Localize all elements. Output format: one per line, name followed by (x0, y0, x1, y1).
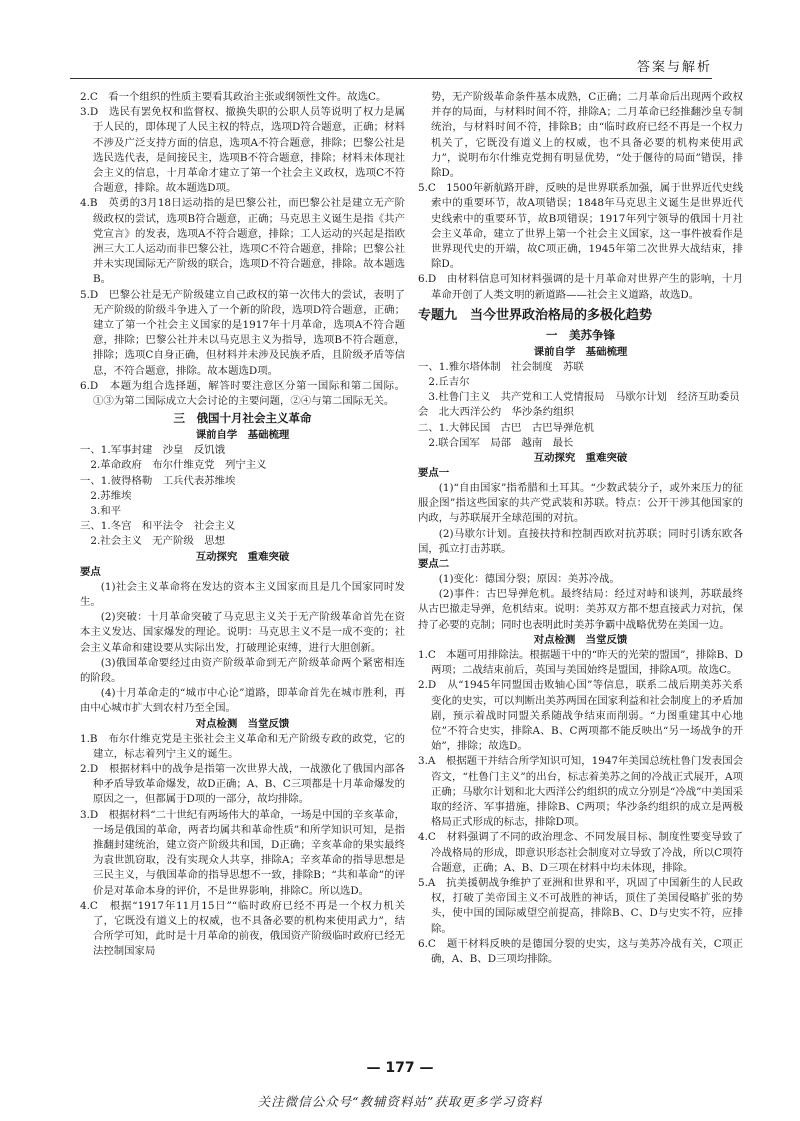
answer-paragraph: 3.D 选民有罢免权和监督权、撤换失职的公职人员等说明了权力是属于人民的，即体现了人民主权的特点，选项D符合题意，正确；材料不涉及广泛支持方面的信息，选项A不符合题意，排除；巴黎公社是选民选代表，是间接民主，选项B不符合题意，排除；材料未体现社会主义的信息，十月革命才建立了第一个社会主义政权，选项C不符合题意，排除。故本题选D项。 (80, 106, 405, 195)
self-study-item: 一、1.雅尔塔体制 社会制度 苏联 (418, 360, 584, 373)
self-study-item: 2.社会主义 无产阶级 思想 (80, 535, 225, 548)
answer-paragraph: 4.C 根据“1917年11月15日”“临时政府已经不再是一个权力机关了，它既没有道义上的权威，也不具备必要的机构来使用武力”，结合所学可知，此时是十月革命的前夜，俄国资产阶级临时政府已经无法控制国家局 (80, 899, 405, 958)
answer-paragraph: 2.C 看一个组织的性质主要看其政治主张或纲领性文件。故选C。 (80, 91, 387, 103)
self-study-item: 一、1.彼得格勒 工兵代表苏维埃 (80, 474, 236, 487)
point-item: (1)社会主义革命将在发达的资本主义国家而且是几个国家同时发生。 (80, 580, 405, 608)
answer-paragraph: 6.D 本题为组合选择题，解答时要注意区分第一国际和第二国际。①③为第二国际成立大会讨论的主要问题，②④与第二国际无关。 (80, 379, 405, 408)
answer-paragraph: 1.C 本题可用排除法。根据题干中的“昨天的光荣的盟国”，排除B、D两项；二战结束前后，英国与美国始终是盟国，排除A项。故选C。 (418, 648, 743, 677)
lesson-title: 一 美苏争锋 (546, 327, 615, 342)
point-item: (2)事件：古巴导弹危机。最终结局：经过对峙和谈判，苏联最终从古巴撤走导弹，危机结束。说明：美苏双方都不想直接武力对抗，保持了必要的克制；同时也表明此时美苏争霸中战略优势在美国一边。 (418, 588, 743, 631)
point-item: (4)十月革命走的“城市中心论”道路，即革命首先在城市胜利，再由中心城市扩大到农村乃至全国。 (80, 687, 405, 715)
self-study-item: 2.革命政府 布尔什维克党 列宁主义 (80, 459, 267, 472)
answer-paragraph: 1.B 布尔什维克党是主张社会主义革命和无产阶级专政的政党，它的建立，标志着列宁主义的诞生。 (80, 732, 405, 760)
inquiry-title: 互动探究 重难突破 (533, 452, 628, 465)
self-study-item: 2.丘吉尔 (418, 376, 470, 389)
self-study-title: 课前自学 基础梳理 (533, 345, 628, 358)
self-study-item: 二、1.大韩民国 古巴 古巴导弹危机 (418, 421, 595, 434)
point-label: 要点 (80, 565, 101, 578)
footer-note: 关注微信公众号“教辅资料站”获取更多学习资料 (257, 1094, 543, 1109)
left-column (80, 90, 405, 960)
answer-paragraph: 5.A 抗美援朝战争维护了亚洲和世界和平，巩固了中国新生的人民政权，打破了美帝国主义不可战胜的神话，顶住了美国侵略扩张的势头，使中国的国际威望空前提高，排除B、C、D与史实不符，应排除。 (418, 876, 743, 935)
answer-paragraph: 5.D 巴黎公社是无产阶级建立自己政权的第一次伟大的尝试，表明了无产阶级的阶级斗争进入了一个新的阶段，选项D符合题意，正确；建立了第一个社会主义国家的是1917年十月革命，选项A不符合题意，排除；巴黎公社并未以马克思主义为指导，选项B不符合题意，排除；选项C自身正确，但材料并未涉及民族矛盾，且阶级矛盾等信息，不符合题意，排除。故本题选D项。 (80, 288, 405, 377)
answer-paragraph: 4.C 材料强调了不同的政治理念、不同发展目标、制度性要变导致了冷战格局的形成，即意识形态社会制度对立导致了冷战，所以C项符合题意，正确；A、B、D三项在材料中均未体现，排除。 (418, 831, 743, 874)
page-number: — 177 — (366, 1060, 434, 1076)
answer-paragraph: 4.B 英勇的3月18日运动指的是巴黎公社，而巴黎公社是建立无产阶级政权的尝试，选项B符合题意，正确；马克思主义诞生是指《共产党宣言》的发表，选项A不符合题意，排除；工人运动的兴起是指欧洲三大工人运动而非巴黎公社，选项C不符合题意，排除；巴黎公社并未实现国际无产阶级的联合，选项D不符合题意，排除。故本题选B。 (80, 197, 405, 286)
answer-paragraph: 6.D 由材料信息可知材料强调的是十月革命对世界产生的影响，十月革命开创了人类文明的新道路——社会主义道路，故选D。 (418, 273, 743, 301)
self-study-item: 3.杜鲁门主义 共产党和工人党情报局 马歇尔计划 经济互助委员会 北大西洋公约 华沙条约组织 (418, 391, 740, 419)
self-study-item: 2.苏维埃 (80, 489, 132, 502)
point-item: (2)突破：十月革命突破了马克思主义关于无产阶级革命首先在资本主义发达、国家爆发的理论。说明：马克思主义不是一成不变的；社会主义革命和建设要从实际出发，打破理论束缚，进行大胆创新。 (80, 611, 405, 654)
point-item: (1)变化：德国分裂；原因：美苏冷战。 (438, 573, 620, 586)
check-title: 对点检测 当堂反馈 (533, 633, 628, 646)
right-column (418, 90, 743, 967)
self-study-title: 课前自学 基础梳理 (195, 429, 290, 442)
answer-paragraph: 势，无产阶级革命条件基本成熟，C正确；二月革命后出现两个政权并存的局面，与材料时间不符，排除A；二月革命已经推翻沙皇专制统治，与材料时间不符，排除B；由“临时政府已经不再是一个权力机关了，它既没有道义上的权威，也不具备必要的机构来使用武力”，说明布尔什维克党拥有明显优势，“处于偃待的局面”错误，排除D。 (431, 91, 743, 180)
self-study-item: 一、1.军事封建 沙皇 反饥饿 (80, 444, 225, 457)
point-item: (3)俄国革命要经过由资产阶级革命到无产阶级革命两个紧密相连的阶段。 (80, 656, 405, 684)
chapter-title: 专题九 当今世界政治格局的多极化趋势 (418, 307, 653, 323)
answer-paragraph: 3.A 根据题干并结合所学知识可知，1947年美国总统杜鲁门发表国会咨文，“杜鲁门主义”的出台，标志着美苏之间的冷战正式展开，A项正确；马歇尔计划和北大西洋公约组织的成立分别是“冷战”中美国采取的经济、军事措施，排除B、C两项；华沙条约组织的成立是两极格局正式形成的标志，排除D项。 (418, 755, 743, 829)
answer-paragraph: 5.C 1500年新航路开辟，反映的是世界联系加强，属于世界近代史线索中的重要环节，故A项错误；1848年马克思主义诞生是世界近代史线索中的重要环节，故B项错误；1917年列宁领导的俄国十月社会主义革命，建立了世界上第一个社会主义国家，这一事件被看作是世界现代史的开端，故C项正确，1945年第二次世界大战结束，排除D。 (418, 182, 743, 271)
answer-paragraph: 6.C 题干材料反映的是德国分裂的史实，这与美苏冷战有关，C项正确，A、B、D三项均排除。 (418, 937, 743, 965)
point-item: (2)马歇尔计划。直接扶持和控制西欧对抗苏联；同时引诱东欧各国，孤立打击苏联。 (418, 527, 743, 555)
answer-paragraph: 2.D 从“1945年同盟国击败轴心国”等信息，联系二战后期美苏关系变化的史实，可以判断出美苏两国在国家利益和社会制度上的矛盾加剧，预示着战时同盟关系随战争结束而削弱。“力图重建其中心地位”不符合史实，排除A、B、C两项都不能反映出“另一场战争的开始”，排除；故选D。 (418, 679, 743, 753)
self-study-item: 3.和平 (80, 505, 122, 518)
inquiry-title: 互动探究 重难突破 (195, 550, 290, 563)
answer-paragraph: 2.D 根据材料中的战争是指第一次世界大战，一战激化了俄国内部各种矛盾导致革命爆发，故D正确；A、B、C三项都是十月革命爆发的原因之一，但都属于D项的一部分，故均排除。 (80, 762, 405, 806)
self-study-item: 三、1.冬宫 和平法令 社会主义 (80, 520, 236, 533)
point-item: (1)“自由国家”指希腊和土耳其。“少数武装分子，或外来压力的征服企图”指这些国家的共产党武装和苏联。特点：公开干涉其他国家的内政，与苏联展开全球范围的对抗。 (418, 482, 743, 525)
point-label: 要点二 (418, 558, 450, 571)
section-title: 三 俄国十月社会主义革命 (173, 411, 312, 426)
point-label: 要点一 (418, 467, 450, 480)
check-title: 对点检测 当堂反馈 (195, 717, 290, 730)
self-study-item: 2.联合国军 局部 越南 最长 (418, 436, 574, 449)
answer-paragraph: 3.D 根据材料“二十世纪有两场伟大的革命，一场是中国的辛亥革命，一场是俄国的革命，两者均属共和革命性质”和所学知识可知，是指推翻封建统治，建立资产阶级共和国，D正确；辛亥革命的果实最终为袁世凯窃取，没有实现众人共享，排除A；辛亥革命的指导思想是三民主义，与俄国革命的指导思想不一致，排除B；“共和革命”的评价是对革命本身的评价，不是世界影响，排除C。所以选D。 (80, 808, 405, 897)
page-header (70, 56, 712, 79)
header-title: 答案与解析 (636, 60, 712, 75)
